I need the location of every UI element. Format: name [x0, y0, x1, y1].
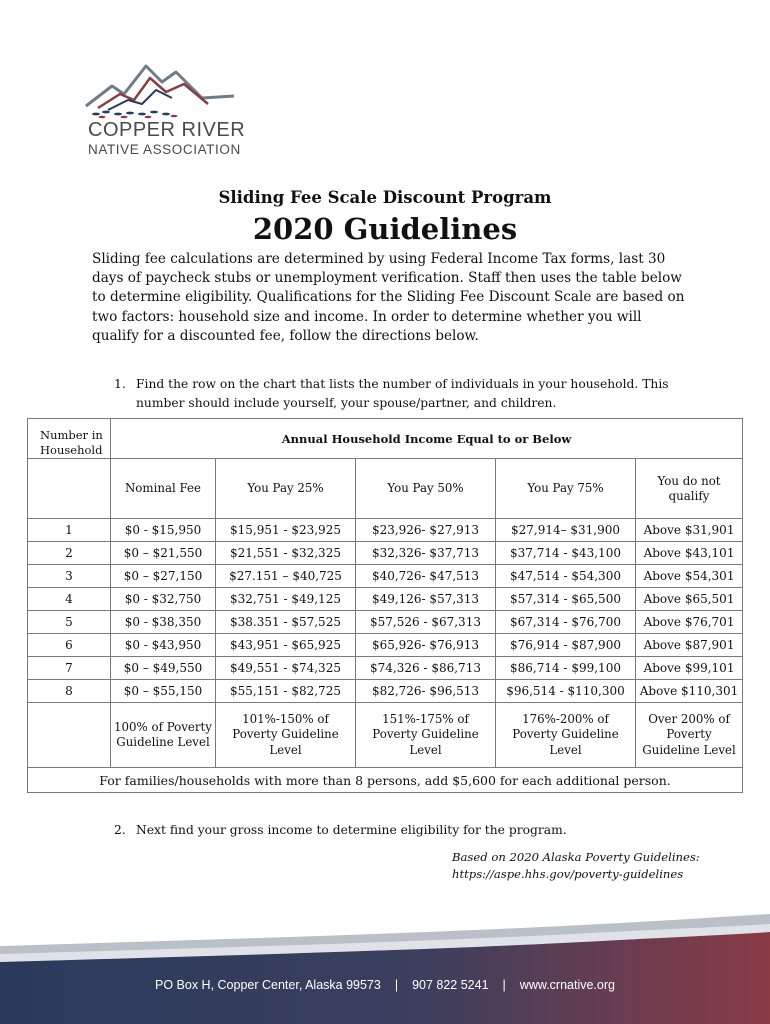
footer-address: PO Box H, Copper Center, Alaska 99573 — [155, 978, 381, 992]
table-cell: $57,526 - $67,313 — [356, 611, 496, 634]
table-cell: $0 - $15,950 — [111, 519, 216, 542]
footer-separator: | — [394, 978, 399, 992]
table-row — [28, 542, 743, 565]
logo-subname: NATIVE ASSOCIATION — [88, 142, 241, 157]
table-row — [28, 611, 743, 634]
guideline-blank — [28, 703, 111, 768]
column-header: You Pay 50% — [356, 459, 496, 519]
organization-logo — [84, 58, 244, 162]
household-size: 2 — [28, 542, 111, 565]
guideline-row — [28, 703, 743, 768]
table-row — [28, 680, 743, 703]
table-cell: $74,326 - $86,713 — [356, 657, 496, 680]
step-number: 2. — [114, 823, 126, 837]
guideline-cell: 100% of Poverty Guideline Level — [111, 703, 216, 768]
guideline-cell: 101%-150% of Poverty Guideline Level — [216, 703, 356, 768]
table-row — [28, 634, 743, 657]
income-header: Annual Household Income Equal to or Below — [111, 419, 743, 459]
table-cell: $86,714 - $99,100 — [496, 657, 636, 680]
table-cell: $27.151 – $40,725 — [216, 565, 356, 588]
table-row — [28, 565, 743, 588]
source-note — [452, 849, 700, 883]
table-cell: $43,951 - $65,925 — [216, 634, 356, 657]
column-header: You Pay 25% — [216, 459, 356, 519]
table-cell: $49,126- $57,313 — [356, 588, 496, 611]
table-cell: Above $43,101 — [636, 542, 743, 565]
guideline-cell: 151%-175% of Poverty Guideline Level — [356, 703, 496, 768]
intro-paragraph: Sliding fee calculations are determined by using Federal Income Tax forms, last 30 days of paycheck stubs or unemployment verification. Staff then uses the table below to determine eligibility. Qualifications for the Sliding Fee Discount Scale are based on two factors: household size and income. In order to determine whether you will qualify for a discounted fee, follow the directions below. — [92, 251, 685, 344]
table-row — [28, 657, 743, 680]
household-size: 3 — [28, 565, 111, 588]
household-header: Number in Household — [28, 419, 111, 459]
table-cell: $65,926- $76,913 — [356, 634, 496, 657]
table-cell: $23,926- $27,913 — [356, 519, 496, 542]
column-header: Nominal Fee — [111, 459, 216, 519]
step-text: Next find your gross income to determine eligibility for the program. — [136, 823, 567, 837]
table-cell: $49,551 - $74,325 — [216, 657, 356, 680]
table-cell: $0 – $27,150 — [111, 565, 216, 588]
table-cell: $55,151 - $82,725 — [216, 680, 356, 703]
table-cell: Above $65,501 — [636, 588, 743, 611]
footer-separator: | — [502, 978, 506, 992]
household-size: 7 — [28, 657, 111, 680]
page-title: 2020 Guidelines — [252, 212, 518, 246]
table-cell: $32,326- $37,713 — [356, 542, 496, 565]
program-subtitle: Sliding Fee Scale Discount Program — [218, 188, 552, 207]
mountain-logo-icon — [84, 58, 244, 120]
table-footnote: For families/households with more than 8 persons, add $5,600 for each additional person. — [28, 768, 743, 793]
footer-contact — [0, 978, 770, 992]
table-cell: $38.351 - $57,525 — [216, 611, 356, 634]
table-cell: Above $54,301 — [636, 565, 743, 588]
table-cell: $0 - $38,350 — [111, 611, 216, 634]
table-cell: Above $76,701 — [636, 611, 743, 634]
table-cell: $32,751 - $49,125 — [216, 588, 356, 611]
source-url: https://aspe.hhs.gov/poverty-guidelines — [452, 867, 684, 881]
guideline-cell: Over 200% of Poverty Guideline Level — [636, 703, 743, 768]
table-cell: $0 - $43,950 — [111, 634, 216, 657]
footer-phone: 907 822 5241 — [412, 978, 489, 992]
step-text: Find the row on the chart that lists the number of individuals in your household. This number should include yourself, your spouse/partner, and children. — [136, 377, 669, 410]
footer-wave-decoration — [0, 900, 770, 1024]
table-cell: Above $31,901 — [636, 519, 743, 542]
table-cell: $0 - $32,750 — [111, 588, 216, 611]
household-size: 4 — [28, 588, 111, 611]
table-cell: $96,514 - $110,300 — [496, 680, 636, 703]
table-cell: $15,951 - $23,925 — [216, 519, 356, 542]
table-cell: $0 – $21,550 — [111, 542, 216, 565]
sliding-fee-table — [27, 418, 743, 793]
table-cell: Above $99,101 — [636, 657, 743, 680]
table-cell: $82,726- $96,513 — [356, 680, 496, 703]
column-header: You do not qualify — [636, 459, 743, 519]
table-cell: $47,514 - $54,300 — [496, 565, 636, 588]
table-cell: $0 – $49,550 — [111, 657, 216, 680]
table-cell: Above $110,301 — [636, 680, 743, 703]
source-line: Based on 2020 Alaska Poverty Guidelines: — [452, 850, 700, 864]
step-number: 1. — [114, 377, 126, 391]
column-header: You Pay 75% — [496, 459, 636, 519]
logo-name: COPPER RIVER — [88, 119, 246, 141]
table-cell: $57,314 - $65,500 — [496, 588, 636, 611]
table-cell: $37,714 - $43,100 — [496, 542, 636, 565]
table-cell: $67,314 - $76,700 — [496, 611, 636, 634]
table-cell: $76,914 - $87,900 — [496, 634, 636, 657]
table-cell: $21,551 - $32,325 — [216, 542, 356, 565]
footnote-row — [28, 768, 743, 793]
table-cell: $40,726- $47,513 — [356, 565, 496, 588]
footer-website[interactable]: www.crnative.org — [519, 978, 615, 992]
table-cell: $27,914– $31,900 — [496, 519, 636, 542]
table-cell: $0 – $55,150 — [111, 680, 216, 703]
guideline-cell: 176%-200% of Poverty Guideline Level — [496, 703, 636, 768]
table-row — [28, 519, 743, 542]
table-row — [28, 588, 743, 611]
household-header-blank — [28, 459, 111, 519]
household-size: 5 — [28, 611, 111, 634]
household-size: 6 — [28, 634, 111, 657]
household-size: 1 — [28, 519, 111, 542]
table-cell: Above $87,901 — [636, 634, 743, 657]
household-size: 8 — [28, 680, 111, 703]
